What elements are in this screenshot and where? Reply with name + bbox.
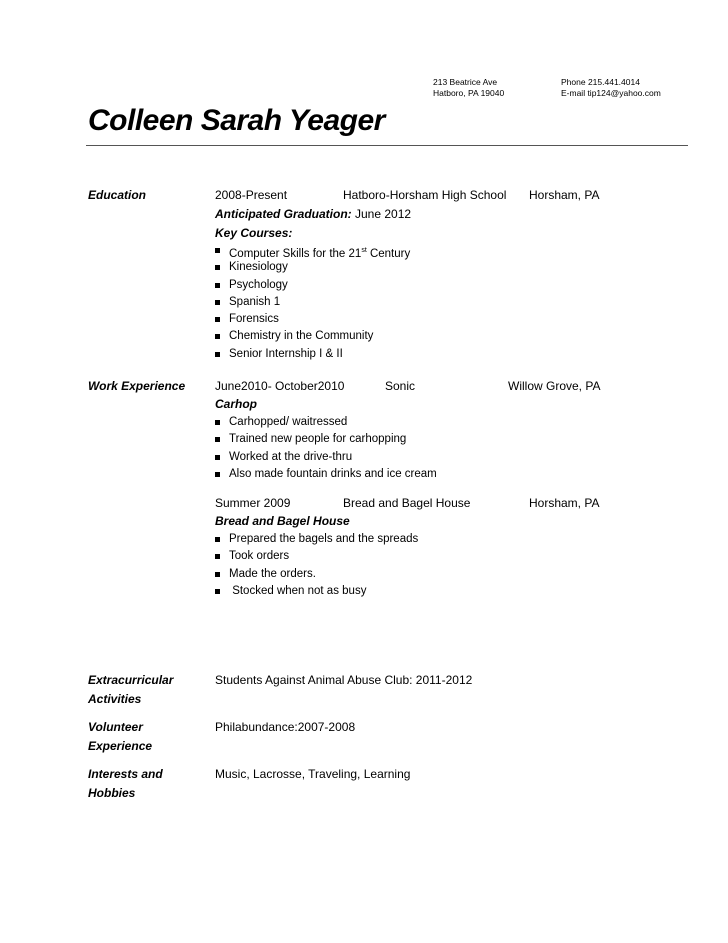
phone-text: Phone 215.441.4014 (561, 77, 640, 87)
list-item: Prepared the bagels and the spreads (213, 531, 418, 548)
list-item: Also made fountain drinks and ice cream (213, 466, 437, 483)
list-item: Computer Skills for the 21st Century (213, 242, 410, 259)
job2-duties-list (213, 531, 418, 600)
education-school: Hatboro-Horsham High School (343, 188, 507, 202)
list-item: Stocked when not as busy (213, 583, 418, 600)
interests-text: Music, Lacrosse, Traveling, Learning (215, 767, 411, 781)
graduation-line (215, 206, 411, 223)
volunteer-heading: Volunteer Experience (88, 720, 153, 753)
work-experience-heading: Work Experience (88, 379, 186, 393)
list-item: Made the orders. (213, 566, 418, 583)
extracurricular-heading: Extracurricular Activities (88, 673, 174, 706)
education-dates: 2008-Present (215, 188, 288, 202)
job2-employer: Bread and Bagel House (343, 496, 471, 510)
list-item: Carhopped/ waitressed (213, 414, 437, 431)
list-item: Psychology (213, 277, 410, 294)
interests-heading: Interests and Hobbies (88, 767, 163, 800)
header-divider (86, 145, 688, 146)
graduation-value: June 2012 (351, 207, 412, 221)
job1-dates: June2010- October2010 (215, 379, 345, 393)
volunteer-text: Philabundance:2007-2008 (215, 720, 356, 734)
email-text: E-mail tip124@yahoo.com (561, 88, 661, 98)
list-item: Worked at the drive-thru (213, 449, 437, 466)
list-item: Took orders (213, 548, 418, 565)
list-item: Senior Internship I & II (213, 346, 410, 363)
key-courses-label: Key Courses: (215, 226, 293, 240)
list-item: Kinesiology (213, 259, 410, 276)
job1-title: Carhop (215, 397, 257, 411)
address-line2: Hatboro, PA 19040 (433, 88, 505, 98)
job1-location: Willow Grove, PA (508, 379, 601, 393)
job2-title: Bread and Bagel House (215, 514, 350, 528)
address-block (433, 77, 504, 99)
extracurricular-text: Students Against Animal Abuse Club: 2011-2012 (215, 673, 473, 687)
contact-block (561, 77, 661, 99)
job2-dates: Summer 2009 (215, 496, 291, 510)
job1-duties-list (213, 414, 437, 483)
courses-list (213, 242, 410, 363)
list-item: Forensics (213, 311, 410, 328)
job1-employer: Sonic (385, 379, 416, 393)
list-item: Chemistry in the Community (213, 328, 410, 345)
graduation-label: Anticipated Graduation: (215, 207, 352, 221)
job2-location: Horsham, PA (529, 496, 600, 510)
education-location: Horsham, PA (529, 188, 600, 202)
education-heading: Education (88, 188, 147, 202)
resume-name: Colleen Sarah Yeager (88, 104, 385, 137)
list-item: Trained new people for carhopping (213, 431, 437, 448)
list-item: Spanish 1 (213, 294, 410, 311)
address-line1: 213 Beatrice Ave (433, 77, 498, 87)
